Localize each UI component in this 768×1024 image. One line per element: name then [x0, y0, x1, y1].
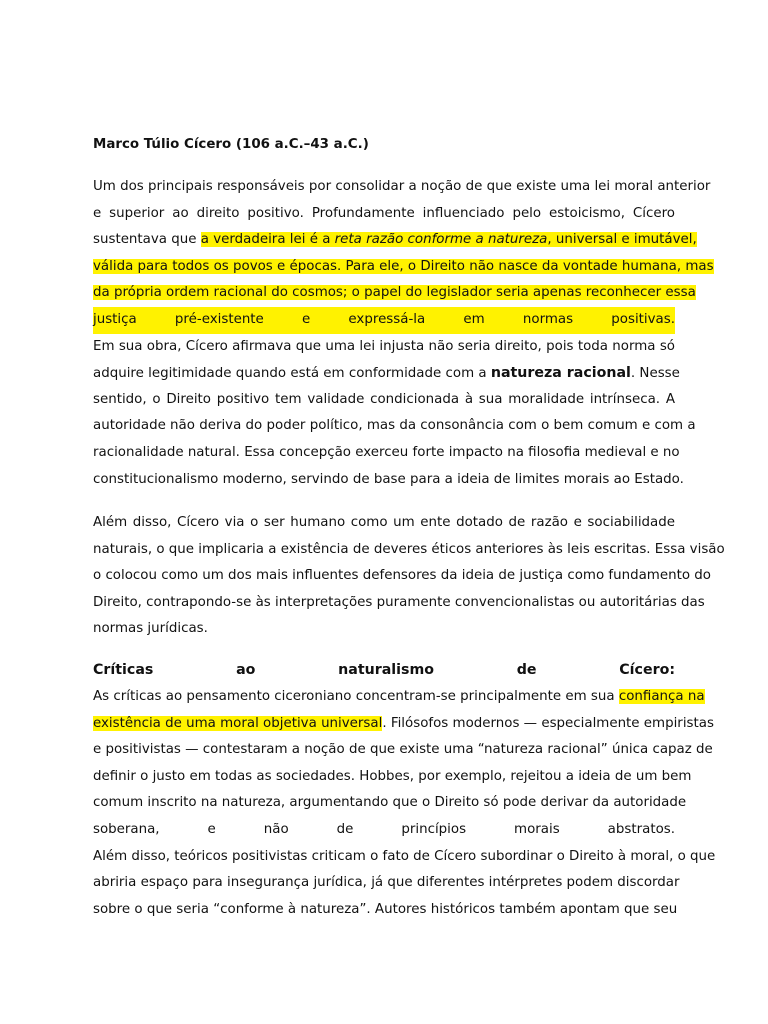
- text-span: As críticas ao pensamento ciceroniano concentram-se principalmente em sua: [93, 689, 619, 704]
- paragraph-intro: [93, 174, 714, 493]
- text-line: Além disso, teóricos positivistas criticam o fato de Cícero subordinar o Direito à moral, o que: [93, 848, 716, 864]
- text-line: Direito, contrapondo-se às interpretações puramente convencionalistas ou autoritárias das: [93, 594, 705, 610]
- highlighted-text: da própria ordem racional do cosmos; o papel do legislador seria apenas reconhecer essa: [93, 285, 696, 301]
- text-line: e superior ao direito positivo. Profundamente influenciado pelo estoicismo, Cícero: [93, 205, 675, 221]
- text-line: o colocou como um dos mais influentes defensores da ideia de justiça como fundamento do: [93, 568, 711, 584]
- text-line: Um dos principais responsáveis por consolidar a noção de que existe uma lei moral anterior: [93, 179, 711, 194]
- text-line: [93, 254, 714, 281]
- paragraph-sociability: [93, 510, 725, 643]
- text-line: constitucionalismo moderno, servindo de base para a ideia de limites morais ao Estado.: [93, 471, 684, 487]
- text-line: sobre o que seria “conforme à natureza”. Autores históricos também apontam que seu: [93, 901, 678, 917]
- text-span: . Filósofos modernos — especialmente empiristas: [382, 715, 714, 731]
- text-line: [93, 684, 705, 711]
- highlighted-text: válida para todos os povos e épocas. Para ele, o Direito não nasce da vontade humana, mas: [93, 258, 714, 274]
- text-span: sustentava que: [93, 232, 201, 248]
- text-line: [93, 280, 696, 307]
- text-line: Em sua obra, Cícero afirmava que uma lei injusta não seria direito, pois toda norma só: [93, 338, 675, 354]
- text-line: [93, 360, 680, 387]
- text-span: adquire legitimidade quando está em conformidade com a: [93, 366, 491, 382]
- text-line: naturais, o que implicaria a existência de deveres éticos anteriores às leis escritas. Essa visão: [93, 541, 725, 557]
- text-line: soberana, e não de princípios morais abstratos.: [93, 821, 675, 837]
- text-line: racionalidade natural. Essa concepção exerceu forte impacto na filosofia medieval e no: [93, 444, 680, 460]
- text-line: Além disso, Cícero via o ser humano como um ente dotado de razão e sociabilidade: [93, 515, 675, 530]
- text-line: definir o justo em todas as sociedades. Hobbes, por exemplo, rejeitou a ideia de um bem: [93, 768, 692, 784]
- paragraph-critiques: [93, 684, 716, 923]
- text-span: . Nesse: [630, 366, 680, 382]
- text-line: sentido, o Direito positivo tem validade condicionada à sua moralidade intrínseca. A: [93, 391, 675, 407]
- text-line: [93, 227, 697, 254]
- bold-text: natureza racional: [490, 365, 631, 382]
- section-heading-critiques: Críticas ao naturalismo de Cícero:: [93, 662, 675, 678]
- highlighted-text: confiança na: [618, 689, 705, 704]
- highlighted-text: a verdadeira lei é a: [200, 232, 335, 248]
- text-line: [93, 711, 714, 738]
- text-line: comum inscrito na natureza, argumentando que o Direito só pode derivar da autoridade: [93, 795, 687, 811]
- text-line: e positivistas — contestaram a noção de que existe uma “natureza racional” única capaz de: [93, 742, 713, 758]
- highlighted-text: existência de uma moral objetiva universal: [93, 715, 383, 731]
- highlighted-text: , universal e imutável,: [547, 232, 697, 248]
- text-line: normas jurídicas.: [93, 621, 208, 637]
- document-title: Marco Túlio Cícero (106 a.C.–43 a.C.): [93, 137, 369, 152]
- text-line: autoridade não deriva do poder político, mas da consonância com o bem comum e com a: [93, 418, 696, 434]
- text-line: abriria espaço para insegurança jurídica, já que diferentes intérpretes podem discordar: [93, 875, 680, 891]
- highlighted-line: justiça pré-existente e expressá-la em normas positivas.: [93, 307, 675, 334]
- highlighted-italic-text: reta razão conforme a natureza: [334, 232, 548, 248]
